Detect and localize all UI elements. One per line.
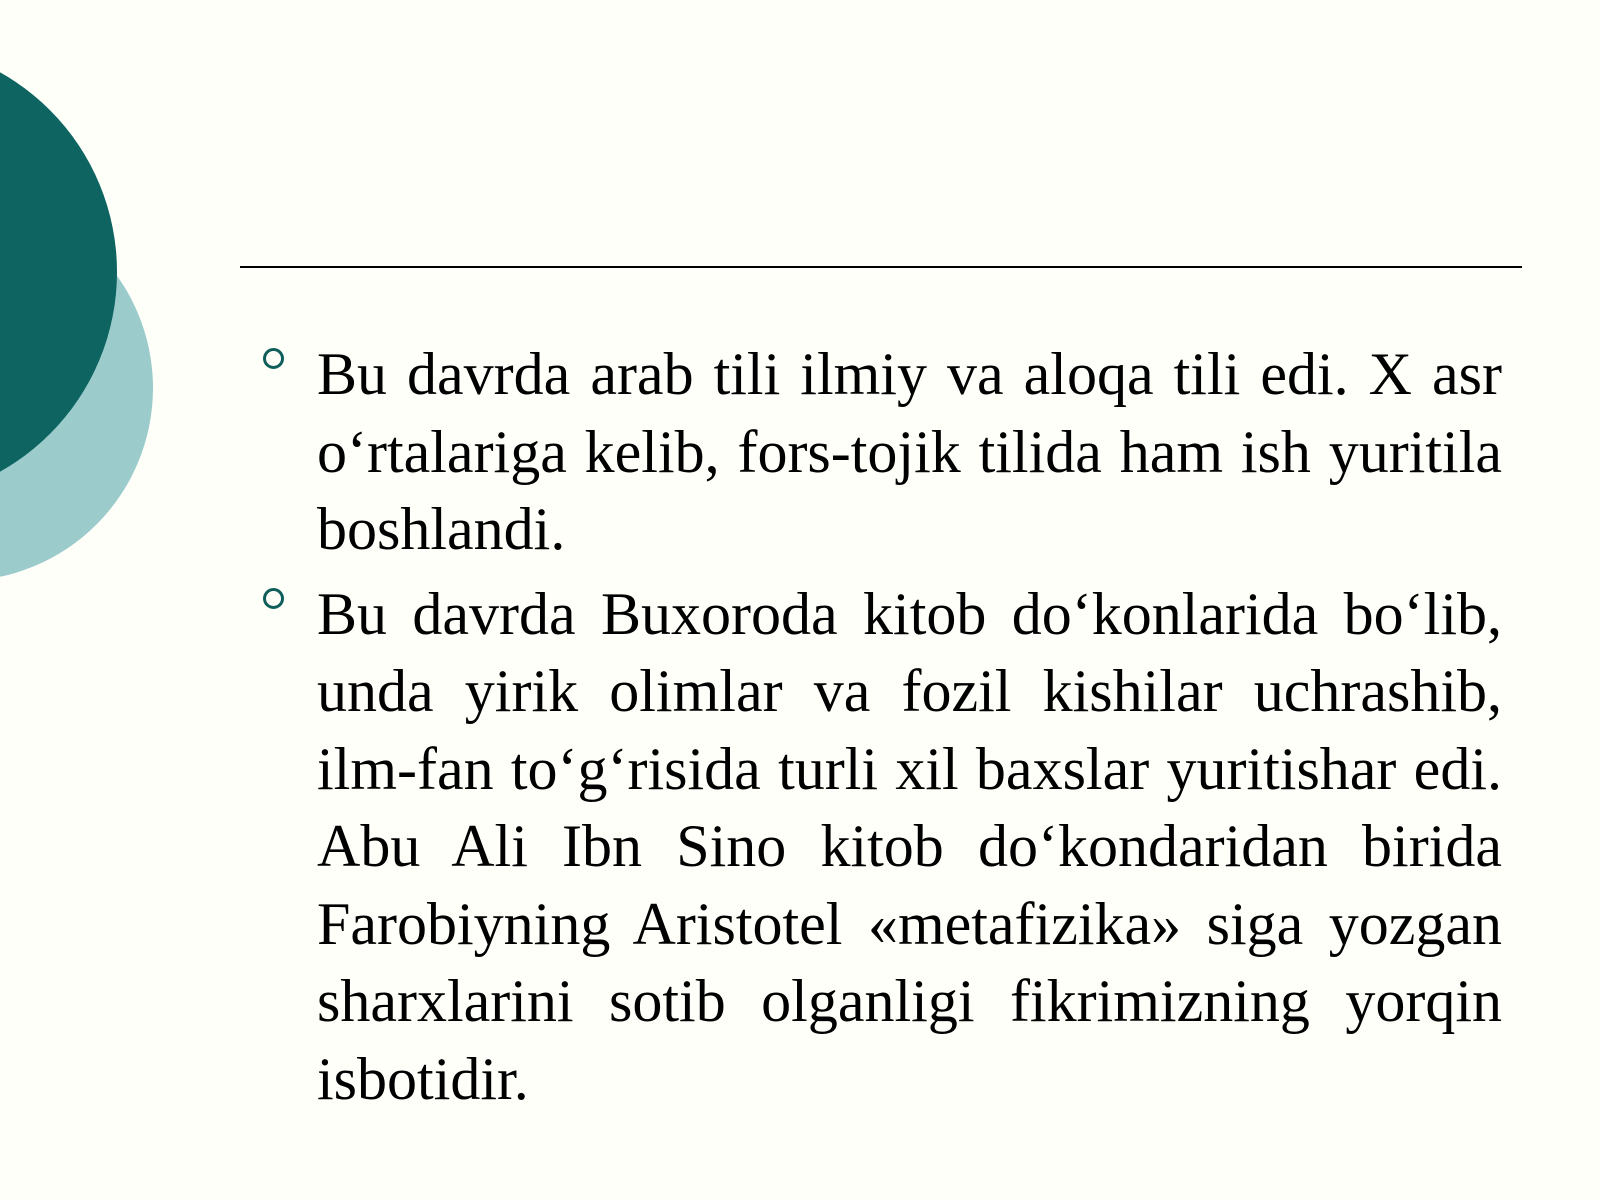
hollow-circle-icon — [263, 348, 284, 369]
hollow-circle-icon — [263, 588, 284, 609]
bullet-item — [260, 336, 1502, 569]
bullet-text: Bu davrda arab tili ilmiy va aloqa tili edi. X asr o‘rtalariga kelib, fors-tojik tilida ham ish yuritila boshlandi. — [317, 341, 1502, 562]
title-divider-line — [240, 266, 1522, 268]
bullet-list — [260, 336, 1502, 1125]
bullet-text: Bu davrda Buxoroda kitob do‘konlarida bo‘lib, unda yirik olimlar va fozil kishilar uchrashib, ilm-fan to‘g‘risida turli xil baxslar yuritishar edi. Abu Ali Ibn Sino kitob do‘kondaridan birida Farobiyning Aristotel «metafizika» siga yozgan sharxlarini sotib olganligi fikrimizning yorqin isbotidir. — [317, 580, 1502, 1112]
decorative-circles — [0, 0, 200, 640]
bullet-item — [260, 576, 1502, 1119]
